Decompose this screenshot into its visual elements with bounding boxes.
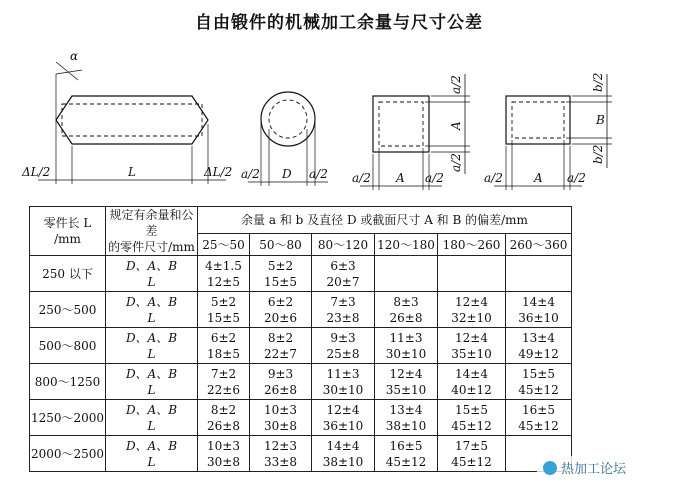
allowance-cell: 16±5 45±12 <box>375 436 438 472</box>
rect-b-outer <box>506 96 570 144</box>
rect-a-left-label: a/2 <box>352 171 371 185</box>
allowance-cell: 12±4 36±10 <box>312 400 375 436</box>
shaft-end-right-label: ΔL/2 <box>204 165 233 179</box>
allowance-cell: 14±4 38±10 <box>312 436 375 472</box>
allowance-cell: 12±4 35±10 <box>375 364 438 400</box>
rect-a-top-label: a/2 <box>449 75 463 94</box>
round-d-label: D <box>282 167 292 181</box>
allowance-cell: 6±2 18±5 <box>198 328 250 364</box>
allowance-cell <box>375 256 438 292</box>
allowance-cell: 7±3 23±8 <box>312 292 375 328</box>
table-row <box>30 328 572 364</box>
round-a-right-label: a/2 <box>309 167 328 181</box>
allowance-cell: 16±5 45±12 <box>506 400 572 436</box>
allowance-cell: 7±2 22±6 <box>198 364 250 400</box>
spec-cell: D、A、B L <box>106 256 198 292</box>
part-length-cell: 800～1250 <box>30 364 106 400</box>
allowance-table <box>29 206 572 472</box>
allowance-cell: 6±2 20±6 <box>250 292 312 328</box>
spec-cell: D、A、B L <box>106 364 198 400</box>
shaft-end-left-label: ΔL/2 <box>22 165 51 179</box>
header-part-length: 零件长 L /mm <box>30 207 106 256</box>
allowance-cell: 6±3 20±7 <box>312 256 375 292</box>
table-row <box>30 256 572 292</box>
allowance-cell: 9±3 25±8 <box>312 328 375 364</box>
allowance-cell: 8±3 26±8 <box>375 292 438 328</box>
allowance-cell: 17±5 45±12 <box>438 436 506 472</box>
allowance-cell: 15±5 45±12 <box>506 364 572 400</box>
allowance-cell: 15±5 45±12 <box>438 400 506 436</box>
allowance-cell: 12±4 32±10 <box>438 292 506 328</box>
part-length-cell: 1250～2000 <box>30 400 106 436</box>
round-a-left-label: a/2 <box>241 167 260 181</box>
part-length-cell: 2000～2500 <box>30 436 106 472</box>
watermark: 热加工论坛 <box>537 456 632 479</box>
allowance-cell: 5±2 15±5 <box>198 292 250 328</box>
part-length-cell: 500～800 <box>30 328 106 364</box>
rect-b-inner-dashed <box>512 102 564 138</box>
rect-b-side-label: B <box>596 113 605 127</box>
allowance-cell: 8±2 22±7 <box>250 328 312 364</box>
allowance-cell: 13±4 49±12 <box>506 328 572 364</box>
shaft-outline <box>56 96 208 144</box>
rect-a-side-label: A <box>449 121 463 130</box>
rect-b-width-label: A <box>534 171 543 185</box>
rect-b-left-label: a/2 <box>484 171 503 185</box>
rect-b-right-label: a/2 <box>567 171 586 185</box>
header-allowance-span: 余量 a 和 b 及直径 D 或截面尺寸 A 和 B 的偏差/mm <box>198 207 572 234</box>
allowance-cell: 14±4 36±10 <box>506 292 572 328</box>
allowance-cell: 11±3 30±10 <box>375 328 438 364</box>
header-range: 260～360 <box>506 234 572 256</box>
allowance-cell: 9±3 26±8 <box>250 364 312 400</box>
allowance-cell: 11±3 30±10 <box>312 364 375 400</box>
header-spec-dims: 规定有余量和公差 的零件尺寸/mm <box>106 207 198 256</box>
allowance-cell: 10±3 30±8 <box>198 436 250 472</box>
rect-a-outer <box>373 96 429 152</box>
rect-a-right-label: a/2 <box>425 171 444 185</box>
rect-a-bottom-label: a/2 <box>449 153 463 172</box>
table-row <box>30 436 572 472</box>
header-range: 180～260 <box>438 234 506 256</box>
part-length-cell: 250～500 <box>30 292 106 328</box>
allowance-cell: 4±1.5 12±5 <box>198 256 250 292</box>
table-row <box>30 400 572 436</box>
part-length-cell: 250 以下 <box>30 256 106 292</box>
rect-a-inner-dashed <box>379 102 423 146</box>
spec-cell: D、A、B L <box>106 328 198 364</box>
allowance-cell: 13±4 38±10 <box>375 400 438 436</box>
allowance-cell: 14±4 40±12 <box>438 364 506 400</box>
table-row <box>30 292 572 328</box>
page-title: 自由锻件的机械加工余量与尺寸公差 <box>195 13 483 33</box>
rect-b-bottom-label: b/2 <box>591 144 605 164</box>
allowance-cell <box>506 256 572 292</box>
shaft-length-label: L <box>128 165 136 179</box>
allowance-cell: 10±3 30±8 <box>250 400 312 436</box>
spec-cell: D、A、B L <box>106 292 198 328</box>
allowance-cell: 12±3 33±8 <box>250 436 312 472</box>
table-row <box>30 364 572 400</box>
shaft-angle-label: α <box>70 49 79 63</box>
header-range: 50～80 <box>250 234 312 256</box>
header-range: 80～120 <box>312 234 375 256</box>
allowance-cell: 12±4 35±10 <box>438 328 506 364</box>
header-range: 120～180 <box>375 234 438 256</box>
shaft-inner-dashed <box>62 104 202 136</box>
spec-cell: D、A、B L <box>106 436 198 472</box>
allowance-cell <box>438 256 506 292</box>
rect-b-top-label: b/2 <box>591 72 605 92</box>
allowance-cell: 5±2 15±5 <box>250 256 312 292</box>
forging-dimension-diagram <box>0 34 678 206</box>
wechat-logo-icon <box>543 461 557 475</box>
rect-a-width-label: A <box>396 171 405 185</box>
spec-cell: D、A、B L <box>106 400 198 436</box>
header-range: 25～50 <box>198 234 250 256</box>
allowance-cell: 8±2 26±8 <box>198 400 250 436</box>
round-inner-dashed <box>269 100 307 138</box>
